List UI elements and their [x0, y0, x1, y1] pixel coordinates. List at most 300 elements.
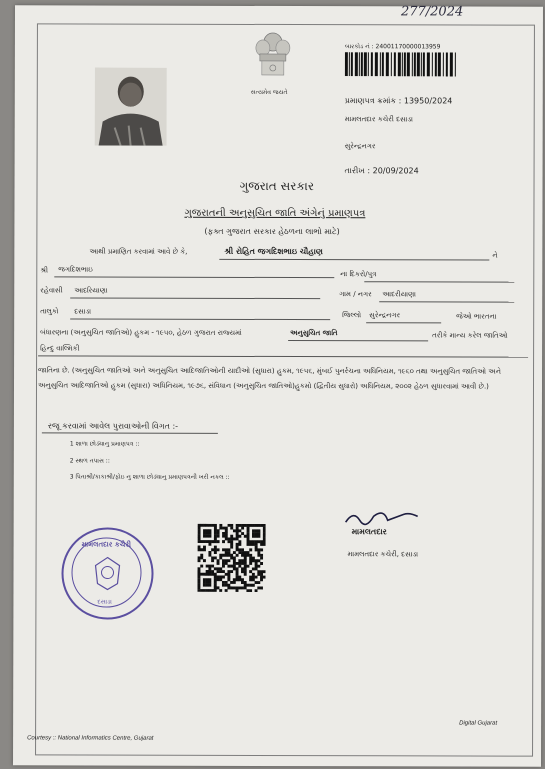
barcode-bar [450, 52, 453, 76]
qr-module [252, 543, 255, 546]
qr-module [211, 573, 214, 576]
qr-module [225, 537, 228, 540]
qr-module [214, 535, 217, 538]
qr-module [203, 584, 206, 587]
qr-module [200, 565, 203, 568]
qr-module [208, 529, 211, 532]
barcode-bar [359, 52, 360, 76]
qr-module [219, 527, 222, 530]
qr-module [236, 562, 239, 565]
qr-module [252, 578, 255, 581]
qr-module [252, 567, 255, 570]
qr-module [217, 562, 220, 565]
qr-module [233, 559, 236, 562]
qr-module [252, 540, 255, 543]
qr-module [236, 573, 239, 576]
qr-module [241, 578, 244, 581]
barcode-bar [345, 52, 348, 76]
barcode-bar [391, 52, 392, 76]
holder-name: શ્રી રોહિત જગદિશભાઇ ચૌહાણ [224, 246, 323, 257]
qr-module [246, 565, 249, 568]
qr-module [214, 573, 217, 576]
qr-module [200, 589, 203, 592]
qr-module [238, 576, 241, 579]
qr-module [244, 557, 247, 560]
qr-module [247, 538, 250, 541]
qr-module [255, 581, 258, 584]
qr-module [227, 570, 230, 573]
qr-module [257, 570, 260, 573]
barcode-bar [349, 52, 350, 76]
qr-module [206, 570, 209, 573]
qr-module [233, 557, 236, 560]
qr-module [252, 529, 255, 532]
qr-module [233, 581, 236, 584]
certify-suffix: ને [492, 251, 498, 260]
qr-module [208, 551, 211, 554]
qr-module [247, 532, 250, 535]
qr-module [208, 540, 211, 543]
barcode-bar [351, 52, 353, 76]
qr-module [247, 543, 250, 546]
qr-module [203, 548, 206, 551]
qr-module [230, 524, 233, 527]
qr-module [214, 548, 217, 551]
qr-module [222, 565, 225, 568]
qr-module [219, 554, 222, 557]
qr-module [263, 524, 266, 527]
national-emblem-icon [250, 28, 296, 86]
qr-module [236, 576, 239, 579]
qr-module [219, 578, 222, 581]
qr-module [236, 535, 239, 538]
qr-module [260, 562, 263, 565]
qr-module [241, 570, 244, 573]
qr-module [198, 527, 201, 530]
qr-module [198, 537, 201, 540]
document-item: 2 સ્થળ તપાસ :: [69, 457, 110, 465]
qr-module [249, 557, 252, 560]
qr-module [222, 584, 225, 587]
qr-module [214, 586, 217, 589]
qr-module [225, 532, 228, 535]
qr-module [225, 573, 228, 576]
barcode-bar [394, 52, 396, 76]
qr-module [255, 524, 258, 527]
qr-module [233, 562, 236, 565]
qr-module [255, 567, 258, 570]
qr-module [208, 567, 211, 570]
qr-module [249, 543, 252, 546]
qr-module [222, 570, 225, 573]
qr-module [219, 556, 222, 559]
qr-module [225, 562, 228, 565]
qr-module [236, 546, 239, 549]
qr-module [238, 543, 241, 546]
qr-module [257, 524, 260, 527]
qr-module [241, 559, 244, 562]
qr-module [214, 578, 217, 581]
qr-module [225, 581, 228, 584]
qr-module [233, 565, 236, 568]
qr-module [249, 562, 252, 565]
qr-module [257, 535, 260, 538]
barcode-bar [438, 52, 441, 76]
qr-module [198, 556, 201, 559]
recognized-text: તરીકે માન્ય કરેલ જાતિઓ [432, 331, 508, 340]
qr-module [233, 586, 236, 589]
legal-paragraph: જાતિના છે. (અનુસુચિત જાતિઓ અને અનુસુચિત આદિજાતિઓની યાદીઓ (સુધારા) હુકમ, ૧૯૫૬, મુંબઈ પુનર્રચના અધિનિયમ, ૧૯૬૦ તથા અનુસુચિત જાતિઓ અને અનુસુચિત આદિજાતિઓ હુકમ (સુધારા) અધિનિયમ, ૧૯૭૬, સંવિધાન (અનુસુચિત જાતિઓ)હુકમો (દ્વિતીય સુધારો) અધિનિયમ, ૨૦૦૨ હેઠળ સુધારવામાં આવી છે.) [37, 366, 501, 391]
qr-module [263, 543, 266, 546]
qr-module [230, 546, 233, 549]
qr-module [255, 543, 258, 546]
document-item: 1 શાળા છોડ્યાનુ પ્રમાણપત્ર :: [69, 440, 140, 448]
qr-module [227, 565, 230, 568]
qr-module [252, 532, 255, 535]
qr-module [230, 527, 233, 530]
qr-module [249, 548, 252, 551]
qr-module [260, 578, 263, 581]
qr-module [214, 567, 217, 570]
qr-module [217, 586, 220, 589]
qr-module [230, 570, 233, 573]
qr-module [263, 570, 266, 573]
qr-module [230, 540, 233, 543]
qr-module [198, 573, 201, 576]
qr-module [238, 562, 241, 565]
emblem-caption: સત્યમેવ જયતે [250, 88, 288, 97]
qr-module [200, 548, 203, 551]
qr-module [257, 548, 260, 551]
barcode-bar [455, 52, 456, 76]
qr-module [198, 567, 201, 570]
qr-module [241, 567, 244, 570]
qr-module [255, 540, 258, 543]
barcode-bar [423, 52, 425, 76]
qr-module [214, 529, 217, 532]
qr-module [227, 584, 230, 587]
qr-module [211, 540, 214, 543]
qr-module [238, 529, 241, 532]
qr-module [238, 551, 241, 554]
village: આદરિયાણા [74, 286, 108, 295]
qr-module [238, 540, 241, 543]
qr-module [219, 576, 222, 579]
qr-module [219, 570, 222, 573]
qr-module [255, 535, 258, 538]
qr-module [198, 559, 201, 562]
qr-module [236, 548, 239, 551]
qr-module [252, 584, 255, 587]
qr-module [227, 573, 230, 576]
qr-module [217, 570, 220, 573]
qr-module [211, 570, 214, 573]
qr-module [206, 589, 209, 592]
qr-module [206, 532, 209, 535]
qr-module [217, 548, 220, 551]
qr-module [236, 589, 239, 592]
qr-module [197, 581, 200, 584]
qr-module [244, 570, 247, 573]
qr-module [241, 562, 244, 565]
signatory-office: મામલતદાર કચેરી, દસાડા [347, 550, 419, 559]
village-name: આદરીયાણા [382, 290, 416, 299]
qr-module [227, 586, 230, 589]
qr-module [211, 524, 214, 527]
signature [344, 506, 424, 528]
qr-module [200, 524, 203, 527]
qr-module [206, 584, 209, 587]
qr-module [222, 527, 225, 530]
qr-module [227, 559, 230, 562]
qr-module [198, 540, 201, 543]
qr-module [241, 586, 244, 589]
qr-module [255, 548, 258, 551]
qr-module [255, 562, 258, 565]
qr-module [225, 559, 228, 562]
qr-module [230, 557, 233, 560]
qr-module [244, 573, 247, 576]
qr-module [206, 535, 209, 538]
qr-module [214, 524, 217, 527]
qr-module [206, 529, 209, 532]
qr-module [222, 559, 225, 562]
barcode-bar [380, 52, 381, 76]
qr-module [208, 578, 211, 581]
barcode-bar [398, 52, 401, 76]
qr-module [214, 537, 217, 540]
qr-module [244, 581, 247, 584]
relation: ના દિકરો/પુત્ર [340, 270, 377, 279]
qr-module [255, 532, 258, 535]
qr-module [246, 589, 249, 592]
certify-prefix: આથી પ્રમાણિત કરવામાં આવે છે કે, [89, 247, 188, 256]
qr-module [203, 581, 206, 584]
qr-module [206, 565, 209, 568]
qr-module [249, 589, 252, 592]
issue-place: સુરેન્દ્રનગર [344, 142, 376, 151]
qr-module [260, 548, 263, 551]
barcode-bar [412, 52, 413, 76]
qr-module [236, 529, 239, 532]
qr-module [225, 535, 228, 538]
qr-module [244, 567, 247, 570]
barcode-bar [443, 52, 444, 76]
qr-module [257, 532, 260, 535]
qr-module [244, 554, 247, 557]
qr-module [217, 559, 220, 562]
qr-module [219, 567, 222, 570]
qr-module [249, 578, 252, 581]
qr-module [249, 570, 252, 573]
office-stamp: મામલતદાર કચેરી દસાડા [61, 527, 153, 619]
qr-module [208, 570, 211, 573]
qr-module [203, 589, 206, 592]
qr-module [244, 551, 247, 554]
qr-module [211, 565, 214, 568]
village-label: ગામ / નગર [339, 290, 372, 299]
qr-module [225, 584, 228, 587]
barcode-bar [402, 52, 403, 76]
qr-module [198, 546, 201, 549]
barcode-bar [386, 52, 389, 76]
qr-module [203, 578, 206, 581]
qr-module [208, 535, 211, 538]
barcode-bar [375, 52, 378, 76]
qr-module [236, 570, 239, 573]
issue-date: તારીખ : 20/09/2024 [344, 166, 419, 176]
qr-module [203, 529, 206, 532]
qr-module [252, 576, 255, 579]
qr-module [252, 559, 255, 562]
certificate-subtitle: ગુજરાતની અનુસુચિત જાતિ અંગેનું પ્રમાણપત્ર [184, 207, 366, 220]
qr-module [249, 559, 252, 562]
father-name: જગદિશભાઇ [58, 265, 93, 274]
qr-module [217, 578, 220, 581]
stamp-emblem-icon [91, 556, 123, 592]
qr-module [236, 554, 239, 557]
barcode-bar [432, 52, 433, 76]
qr-module [203, 524, 206, 527]
qr-module [222, 535, 225, 538]
father-prefix: શ્રી [40, 266, 49, 275]
qr-code [197, 524, 265, 592]
barcode-bar [414, 52, 416, 76]
qr-module [200, 573, 203, 576]
qr-module [206, 573, 209, 576]
qr-module [217, 529, 220, 532]
issuing-office: મામલતદાર કચેરી દસાડા [344, 115, 413, 124]
qr-module [208, 565, 211, 568]
qr-module [225, 554, 228, 557]
qr-module [206, 524, 209, 527]
qr-module [241, 524, 244, 527]
qr-module [236, 532, 239, 535]
qr-module [208, 543, 211, 546]
qr-module [233, 551, 236, 554]
qr-module [236, 527, 239, 530]
qr-module [222, 540, 225, 543]
category: અનુસુચિત જાતિ [290, 329, 338, 338]
certificate-title: ગુજરાત સરકાર [239, 178, 315, 194]
qr-module [228, 524, 231, 527]
certificate-subtitle-note: (ફક્ત ગુજરાત સરકાર હેઠળના લાભો માટે) [204, 226, 340, 237]
qr-module [247, 554, 250, 557]
qr-module [257, 573, 260, 576]
barcode-bar [407, 52, 410, 76]
barcode-bar [361, 52, 363, 76]
qr-module [257, 587, 260, 590]
qr-module [200, 556, 203, 559]
barcode-bar [446, 52, 448, 76]
qr-module [222, 581, 225, 584]
qr-module [198, 570, 201, 573]
digital-gujarat-brand: Digital Gujarat [459, 720, 498, 727]
qr-module [233, 567, 236, 570]
taluka: દસાડા [74, 307, 92, 316]
qr-module [241, 548, 244, 551]
qr-module [244, 584, 247, 587]
certificate-page [13, 5, 543, 766]
qr-module [263, 527, 266, 530]
qr-module [222, 532, 225, 535]
qr-module [230, 543, 233, 546]
qr-module [227, 576, 230, 579]
qr-module [208, 589, 211, 592]
taluka-label: તાલુકો [40, 307, 59, 316]
qr-module [236, 537, 239, 540]
qr-module [230, 581, 233, 584]
qr-module [203, 540, 206, 543]
qr-module [260, 554, 263, 557]
qr-module [236, 586, 239, 589]
qr-module [217, 540, 220, 543]
qr-module [222, 554, 225, 557]
qr-module [225, 548, 228, 551]
qr-module [246, 584, 249, 587]
qr-module [222, 562, 225, 565]
qr-module [198, 524, 201, 527]
qr-module [219, 524, 222, 527]
qr-module [238, 565, 241, 568]
qr-module [211, 548, 214, 551]
barcode-bar [364, 52, 367, 76]
qr-module [263, 540, 266, 543]
qr-module [238, 559, 241, 562]
qr-module [260, 587, 263, 590]
qr-module [208, 554, 211, 557]
qr-module [198, 529, 201, 532]
caste: હિન્દુ વાલ્મિકી [40, 344, 80, 353]
qr-module [241, 527, 244, 530]
qr-module [238, 548, 241, 551]
qr-module [214, 589, 217, 592]
qr-module [198, 532, 201, 535]
qr-module [233, 537, 236, 540]
qr-module [236, 543, 239, 546]
qr-module [247, 535, 250, 538]
state-text: જેઓ ભારતના [456, 312, 497, 321]
qr-module [255, 559, 258, 562]
qr-module [206, 578, 209, 581]
qr-module [257, 559, 260, 562]
qr-module [211, 556, 214, 559]
qr-module [198, 535, 201, 538]
qr-module [249, 576, 252, 579]
qr-module [247, 529, 250, 532]
qr-module [214, 581, 217, 584]
qr-module [209, 524, 212, 527]
qr-module [211, 589, 214, 592]
signatory-title: મામલતદાર [351, 527, 387, 537]
qr-module [217, 576, 220, 579]
qr-module [257, 529, 260, 532]
qr-module [241, 551, 244, 554]
barcode-bar [421, 52, 422, 76]
resident-label: રહેવાસી [40, 286, 63, 295]
qr-module [236, 567, 239, 570]
barcode-bar [371, 52, 373, 76]
qr-module [230, 537, 233, 540]
qr-module [238, 578, 241, 581]
qr-module [208, 573, 211, 576]
qr-module [249, 584, 252, 587]
qr-module [260, 540, 263, 543]
qr-module [260, 524, 263, 527]
applicant-photo [95, 68, 167, 146]
handwritten-reference: 277/2024 [400, 4, 464, 20]
qr-module [211, 559, 214, 562]
